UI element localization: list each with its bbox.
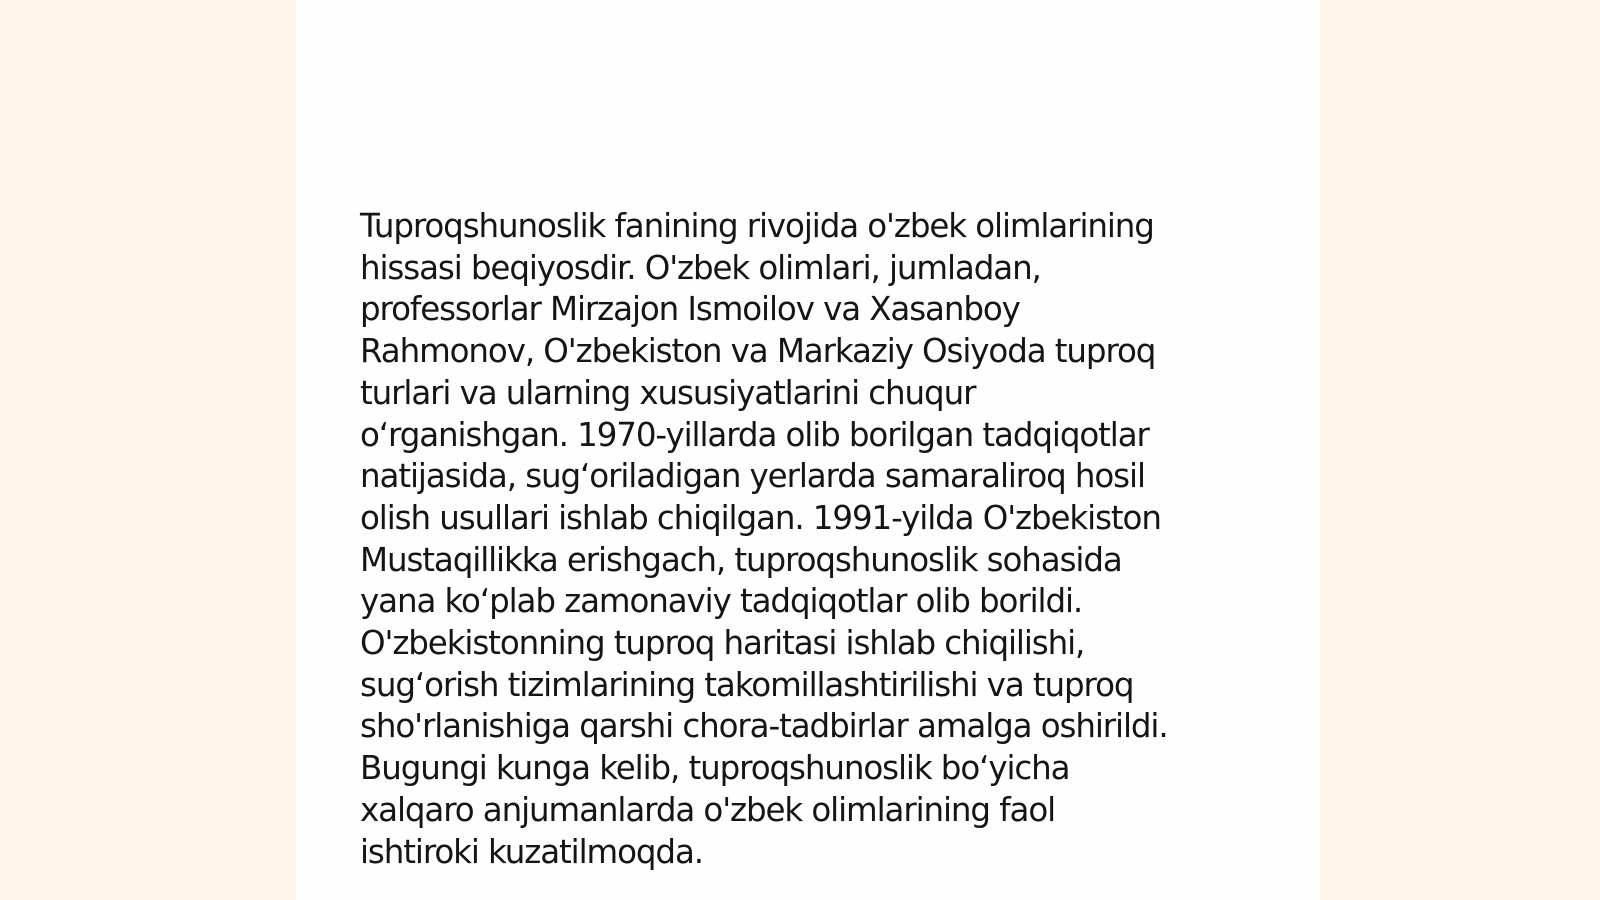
slide-body-text <box>360 206 1260 873</box>
body-line: O'zbekistonning tuproq haritasi ishlab chiqilishi, <box>360 624 1085 663</box>
body-line: sug‘orish tizimlarining takomillashtirilishi va tuproq <box>360 665 1134 704</box>
body-line: hissasi beqiyosdir. O'zbek olimlari, jumladan, <box>360 248 1041 287</box>
body-line: Bugungi kunga kelib, tuproqshunoslik bo‘yicha <box>360 749 1070 788</box>
slide-page <box>296 0 1320 900</box>
body-line: ishtiroki kuzatilmoqda. <box>360 832 703 871</box>
body-line: o‘rganishgan. 1970-yillarda olib borilgan tadqiqotlar <box>360 415 1149 454</box>
body-line: natijasida, sug‘oriladigan yerlarda samaraliroq hosil <box>360 457 1145 496</box>
body-line: sho'rlanishiga qarshi chora-tadbirlar amalga oshirildi. <box>360 707 1168 746</box>
body-line: Mustaqillikka erishgach, tuproqshunoslik sohasida <box>360 540 1122 579</box>
body-line: xalqaro anjumanlarda o'zbek olimlarining faol <box>360 790 1056 829</box>
body-line: professorlar Mirzajon Ismoilov va Xasanboy <box>360 290 1020 329</box>
body-line: Tuproqshunoslik fanining rivojida o'zbek olimlarining <box>360 207 1154 245</box>
body-line: yana ko‘plab zamonaviy tadqiqotlar olib borildi. <box>360 582 1083 621</box>
body-line: olish usullari ishlab chiqilgan. 1991-yilda O'zbekiston <box>360 498 1161 537</box>
body-line: turlari va ularning xususiyatlarini chuqur <box>360 373 976 412</box>
body-line: Rahmonov, O'zbekiston va Markaziy Osiyoda tuproq <box>360 332 1156 371</box>
